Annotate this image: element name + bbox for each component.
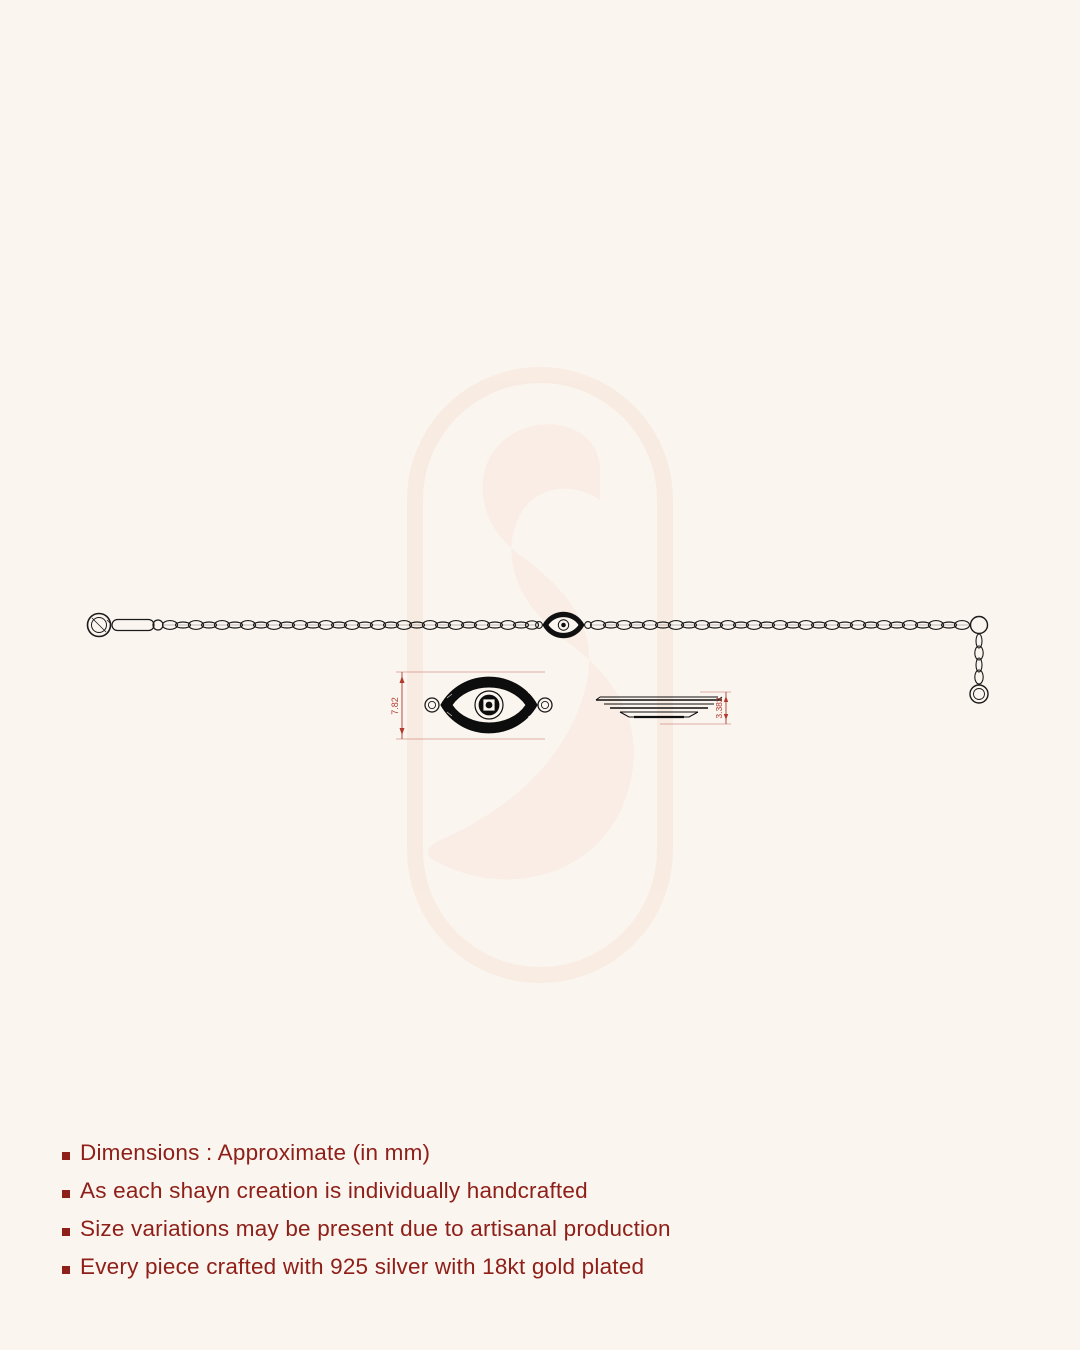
charm-front-view <box>425 668 552 742</box>
note-item <box>62 1216 962 1242</box>
charm-thickness-dimension-label: 3.382 <box>714 697 724 719</box>
evil-eye-charm-assembly <box>543 612 584 638</box>
note-item <box>62 1254 962 1280</box>
chain-left-segment <box>163 621 539 630</box>
clasp-tag-bar <box>112 620 163 631</box>
bullet-square-icon <box>62 1221 80 1239</box>
note-item <box>62 1178 962 1204</box>
bullet-square-icon <box>62 1259 80 1277</box>
extender-chain <box>970 617 988 704</box>
charm-side-view <box>596 697 722 717</box>
bullet-square-icon <box>62 1183 80 1201</box>
charm-height-dimension-label: 7.82 <box>390 697 400 715</box>
note-text: As each shayn creation is individually handcrafted <box>80 1177 588 1203</box>
spring-ring-clasp <box>88 614 111 637</box>
product-notes <box>62 1140 962 1292</box>
note-text: Every piece crafted with 925 silver with 18kt gold plated <box>80 1253 645 1279</box>
chain-right-segment <box>591 621 970 630</box>
note-item <box>62 1140 962 1166</box>
note-text: Size variations may be present due to artisanal production <box>80 1215 671 1241</box>
bullet-square-icon <box>62 1145 80 1163</box>
note-text: Dimensions : Approximate (in mm) <box>80 1140 431 1165</box>
